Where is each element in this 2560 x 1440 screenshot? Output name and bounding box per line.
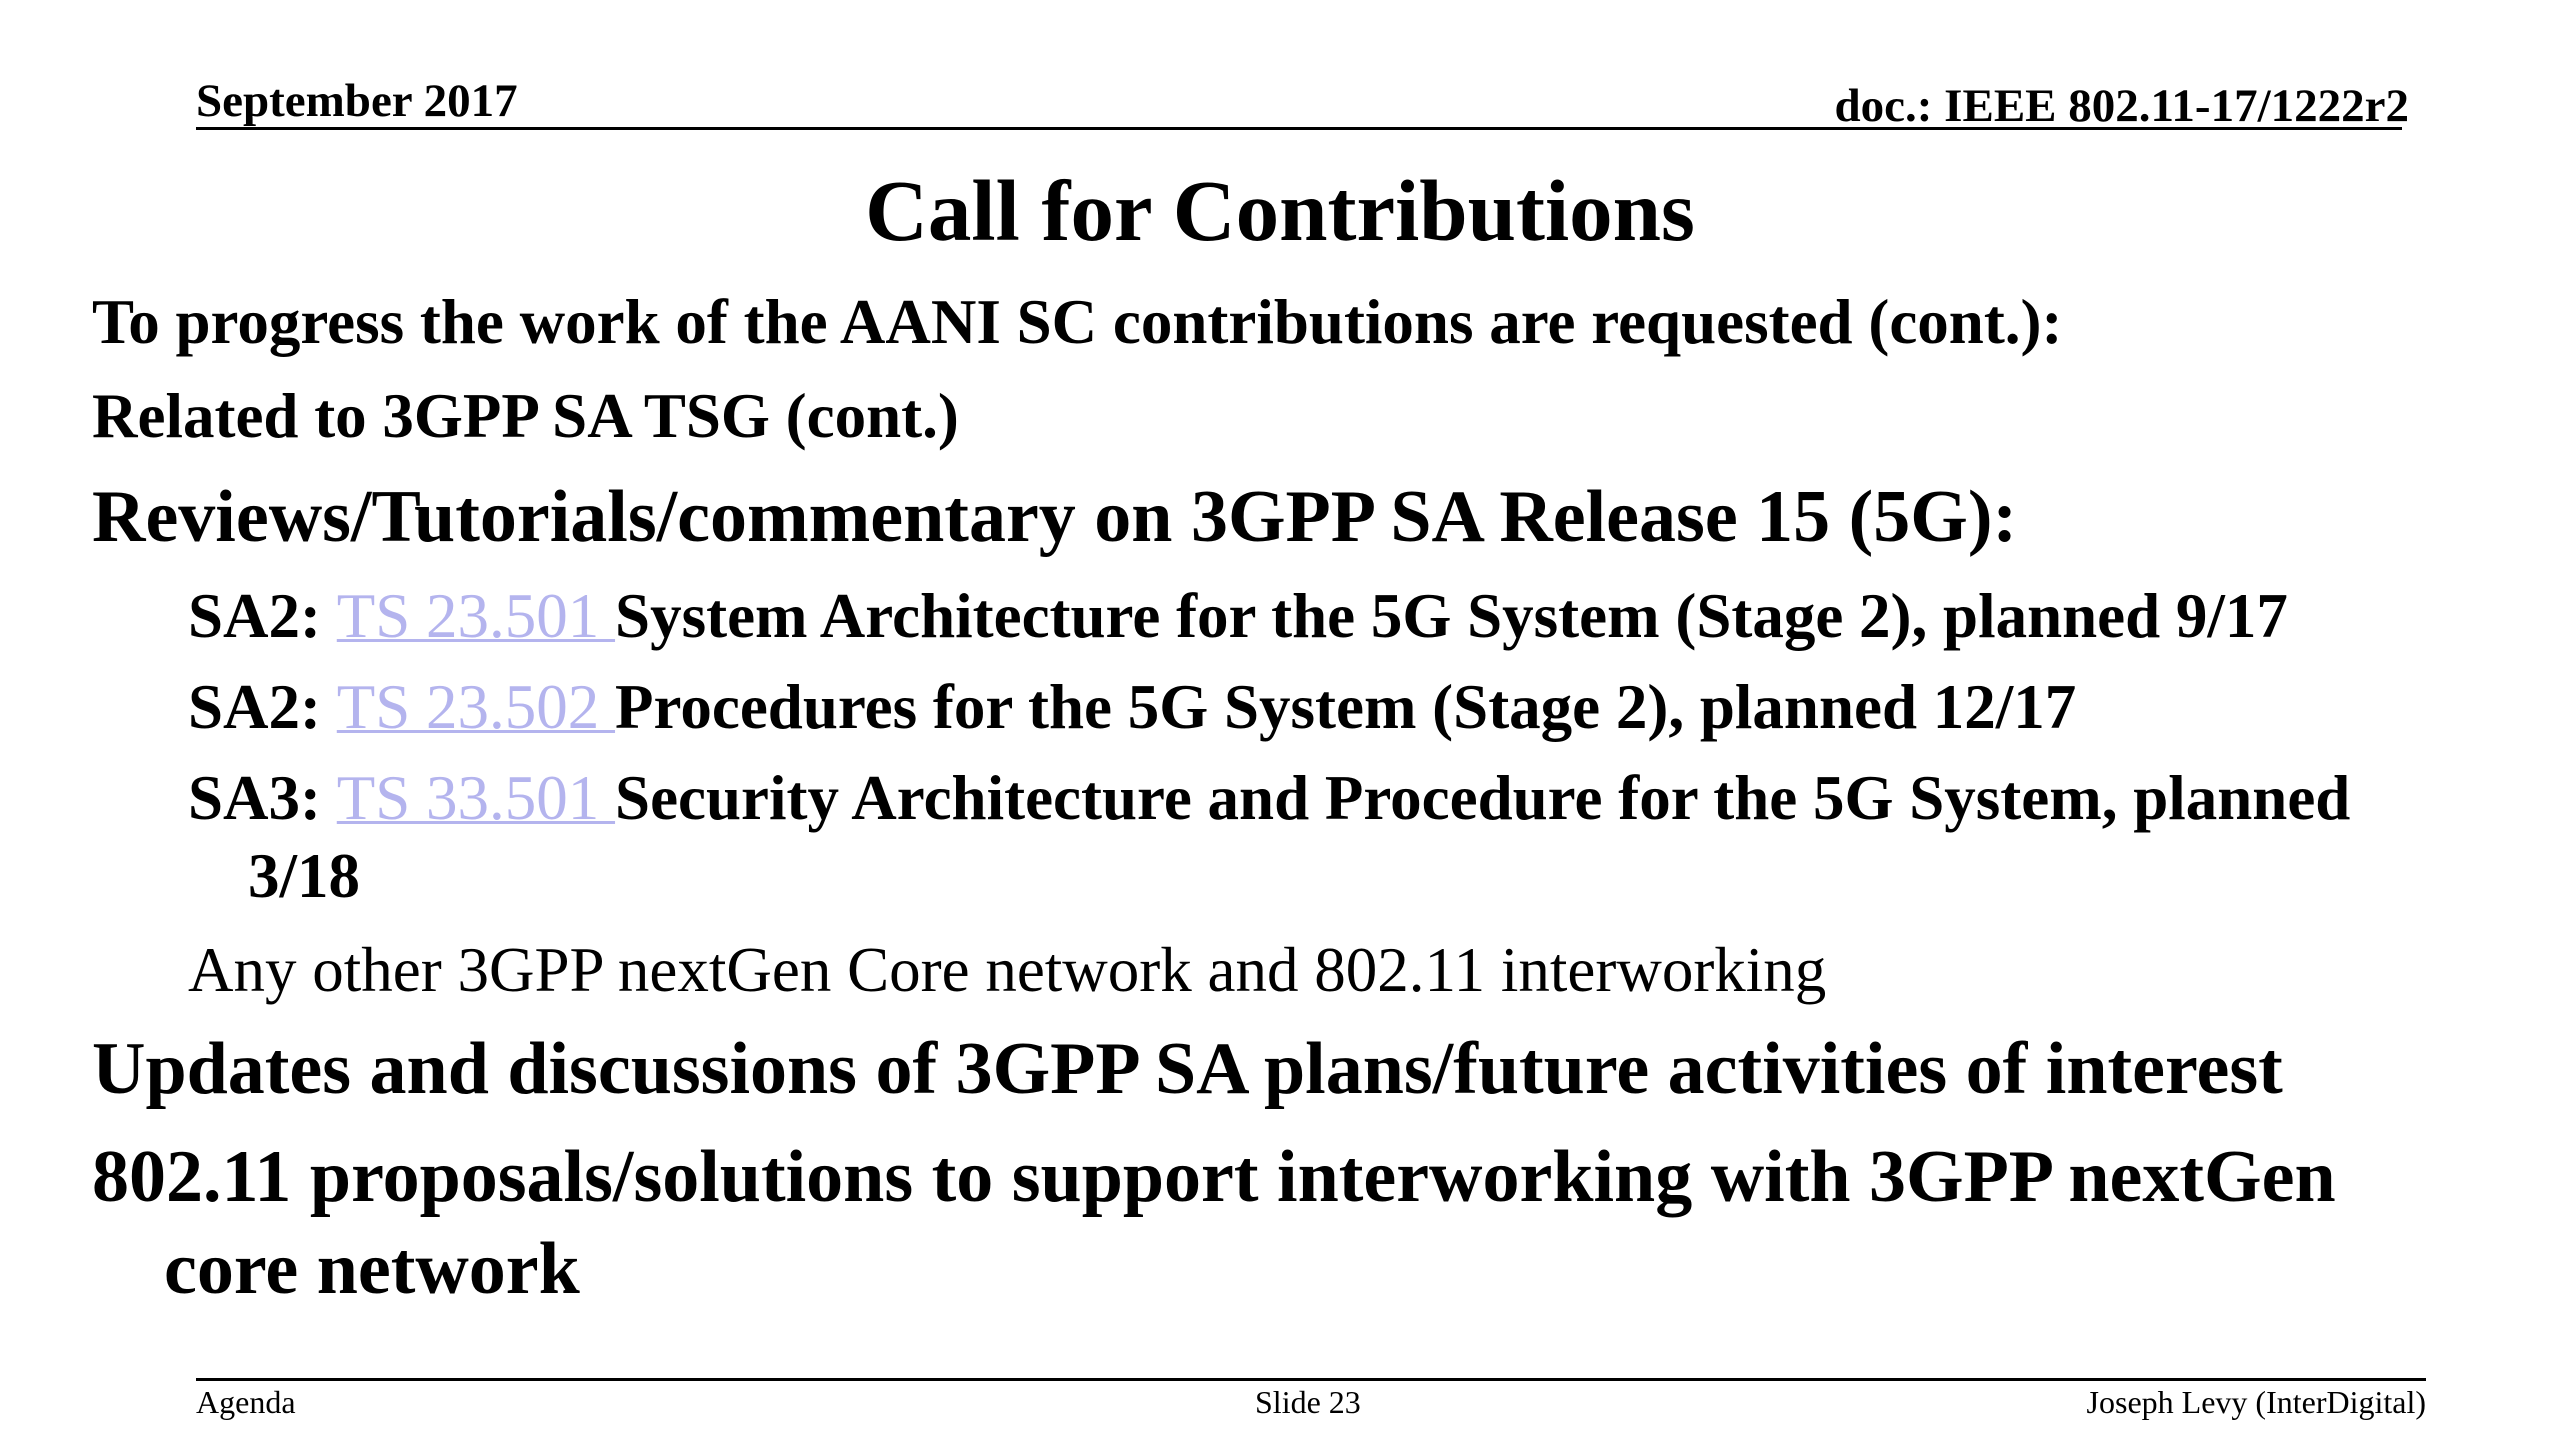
proposals-heading: 802.11 proposals/solutions to support interworking with 3GPP nextGen [92,1136,2336,1218]
related-text: Related to 3GPP SA TSG (cont.) [92,381,959,451]
spec-group-label: SA2: [188,581,337,651]
intro-text: To progress the work of the AANI SC contributions are requested (cont.): [92,287,2063,357]
spec-item-ts-33-501 [188,762,2350,835]
header-date: September 2017 [196,75,518,127]
spec-description: System Architecture for the 5G System (Stage 2), planned 9/17 [615,581,2288,651]
spec-description-continuation: 3/18 [248,841,361,911]
proposals-heading-continuation: core network [164,1228,580,1310]
spec-link-ts-33-501[interactable]: TS 33.501 [336,763,616,833]
header-doc-id: doc.: IEEE 802.11-17/1222r2 [1834,80,2409,132]
spec-group-label: SA2: [188,672,337,742]
footer-slide-number: Slide 23 [1255,1384,1361,1420]
reviews-heading: Reviews/Tutorials/commentary on 3GPP SA Release 15 (5G): [92,476,2018,558]
slide-title: Call for Contributions [865,162,1695,259]
updates-heading: Updates and discussions of 3GPP SA plans/future activities of interest [92,1028,2283,1110]
other-interworking-text: Any other 3GPP nextGen Core network and 802.11 interworking [188,935,1827,1005]
footer-author: Joseph Levy (InterDigital) [2086,1384,2426,1420]
footer-divider [196,1378,2426,1381]
spec-item-ts-23-501 [188,580,2288,653]
spec-description: Procedures for the 5G System (Stage 2), planned 12/17 [615,672,2077,742]
spec-link-ts-23-502[interactable]: TS 23.502 [336,672,616,742]
header-divider [196,127,2402,130]
spec-item-ts-23-502 [188,671,2076,744]
spec-group-label: SA3: [188,763,337,833]
footer-agenda: Agenda [196,1384,296,1420]
spec-description: Security Architecture and Procedure for the 5G System, planned [615,763,2351,833]
spec-link-ts-23-501[interactable]: TS 23.501 [336,581,616,651]
